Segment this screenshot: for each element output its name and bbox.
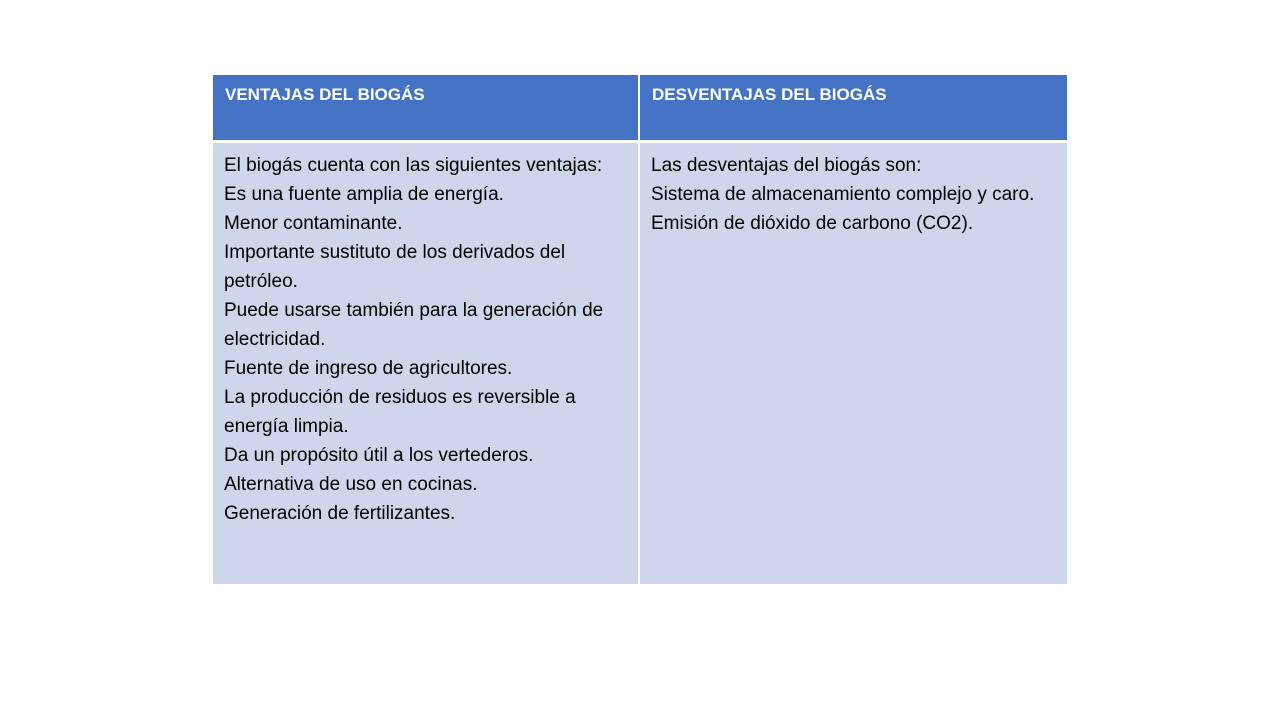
advantage-item: Es una fuente amplia de energía.: [224, 183, 504, 205]
advantage-item: Alternativa de uso en cocinas.: [224, 473, 478, 495]
advantages-intro: El biogás cuenta con las siguientes ventajas:: [224, 154, 603, 176]
advantage-item: Generación de fertilizantes.: [224, 502, 456, 524]
body-row: [213, 141, 1067, 584]
advantages-cell: [213, 141, 639, 584]
disadvantages-cell: [639, 141, 1067, 584]
advantage-item: Menor contaminante.: [224, 212, 403, 234]
header-disadvantages: DESVENTAJAS DEL BIOGÁS: [639, 75, 1067, 141]
comparison-table: [213, 75, 1067, 584]
advantage-item: Fuente de ingreso de agricultores.: [224, 357, 513, 379]
advantage-item: La producción de residuos es reversible a energía limpia.: [224, 386, 576, 437]
advantage-item: Importante sustituto de los derivados del petróleo.: [224, 241, 566, 292]
advantage-item: Da un propósito útil a los vertederos.: [224, 444, 534, 466]
disadvantage-item: Emisión de dióxido de carbono (CO2).: [651, 212, 974, 234]
disadvantages-intro: Las desventajas del biogás son:: [651, 154, 922, 176]
header-advantages: VENTAJAS DEL BIOGÁS: [213, 75, 639, 141]
header-row: [213, 75, 1067, 141]
disadvantage-item: Sistema de almacenamiento complejo y caro.: [651, 183, 1035, 205]
advantage-item: Puede usarse también para la generación de electricidad.: [224, 299, 604, 350]
